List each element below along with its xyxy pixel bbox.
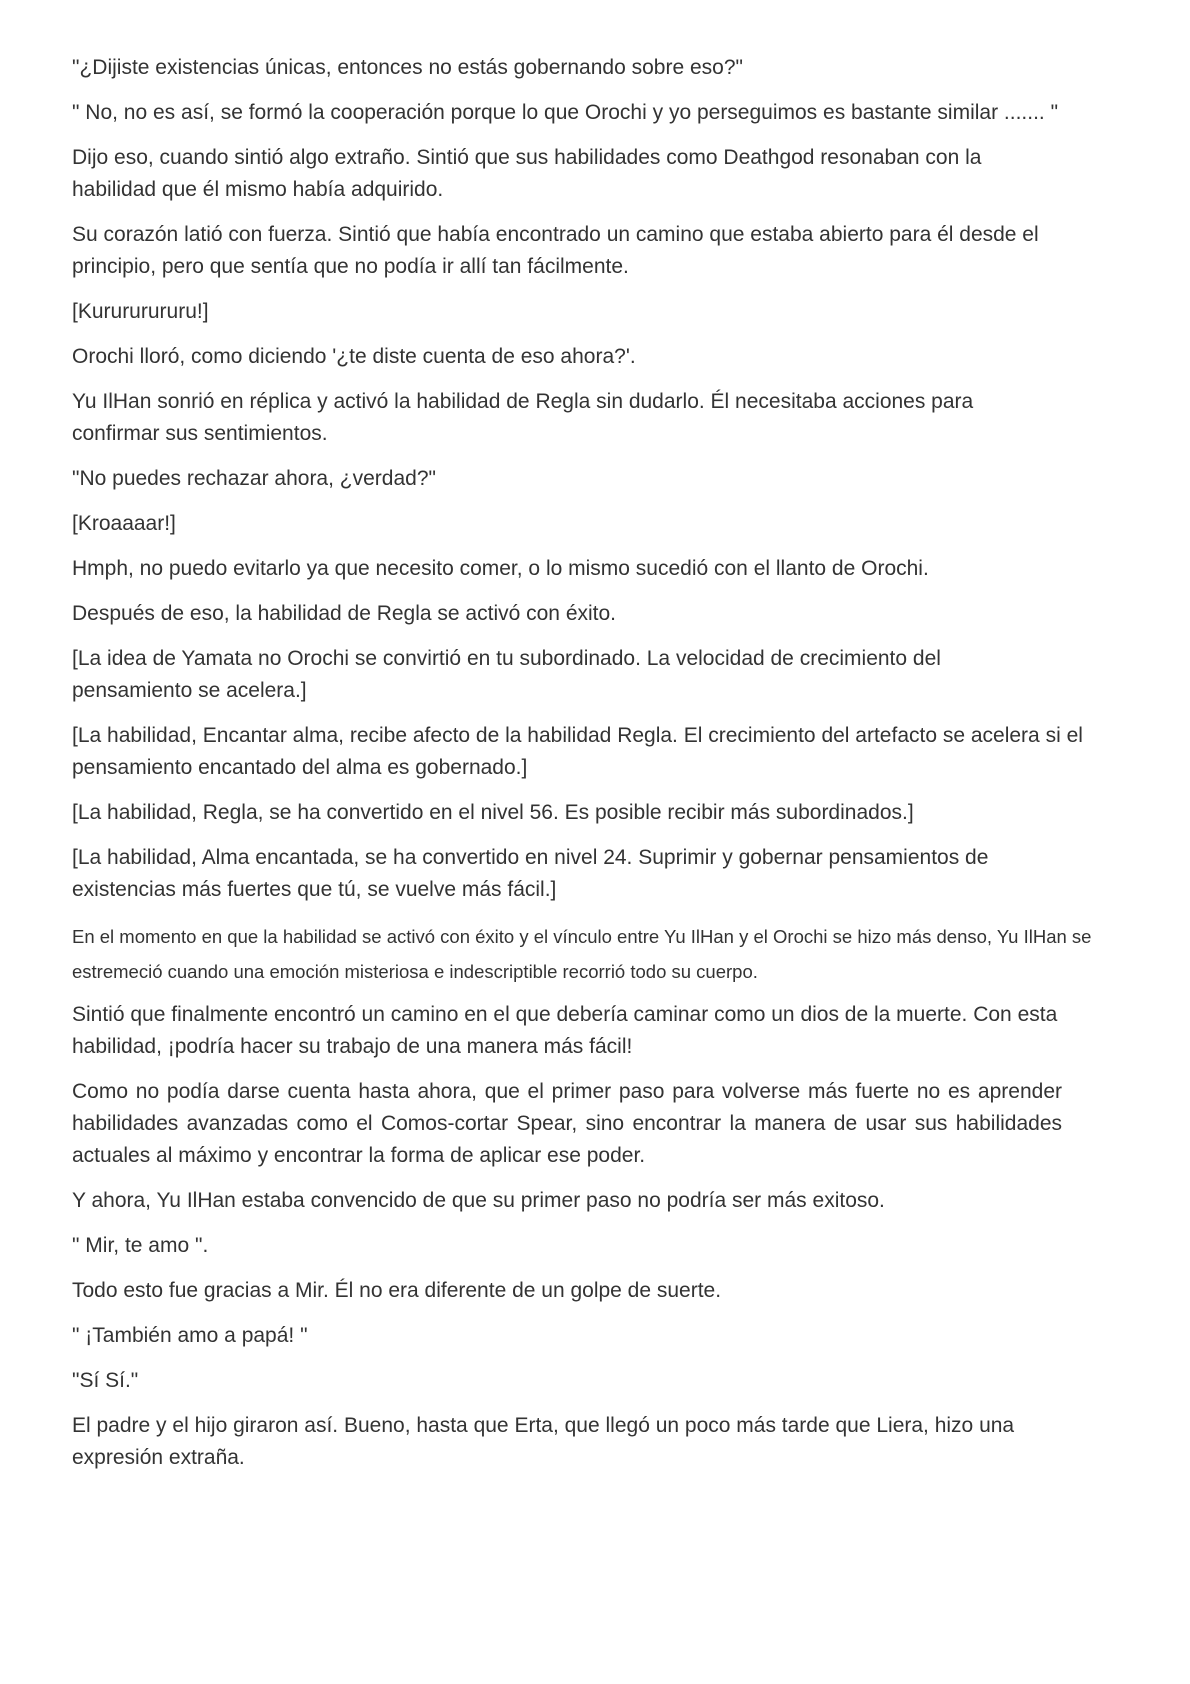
paragraph: " ¡También amo a papá! " <box>72 1324 308 1347</box>
paragraph: "Sí Sí." <box>72 1369 139 1392</box>
paragraph: Dijo eso, cuando sintió algo extraño. Sintió que sus habilidades como Deathgod resonaban con la habilidad que él mismo había adquirido. <box>72 146 982 201</box>
paragraph: Hmph, no puedo evitarlo ya que necesito comer, o lo mismo sucedió con el llanto de Orochi. <box>72 557 929 580</box>
paragraph: Su corazón latió con fuerza. Sintió que había encontrado un camino que estaba abierto para él desde el principio, pero que sentía que no podía ir allí tan fácilmente. <box>72 223 1039 278</box>
paragraph: El padre y el hijo giraron así. Bueno, hasta que Erta, que llegó un poco más tarde que Liera, hizo una expresión extraña. <box>72 1414 1015 1469</box>
paragraph: [La habilidad, Alma encantada, se ha convertido en nivel 24. Suprimir y gobernar pensamientos de existencias más fuertes que tú, se vuelve más fácil.] <box>72 846 989 901</box>
paragraph: Como no podía darse cuenta hasta ahora, que el primer paso para volverse más fuerte no es aprender habilidades avanzadas como el Comos-cortar Spear, sino encontrar la manera de usar sus habilidades actuales al máximo y encontrar la forma de aplicar ese poder. <box>72 1080 1062 1167</box>
paragraph: [La habilidad, Regla, se ha convertido en el nivel 56. Es posible recibir más subordinados.] <box>72 801 914 824</box>
paragraph: Y ahora, Yu IlHan estaba convencido de que su primer paso no podría ser más exitoso. <box>72 1189 885 1212</box>
paragraph: " No, no es así, se formó la cooperación porque lo que Orochi y yo perseguimos es bastante similar ....... " <box>72 101 1059 124</box>
paragraph: Orochi lloró, como diciendo '¿te diste cuenta de eso ahora?'. <box>72 345 636 368</box>
paragraph: Todo esto fue gracias a Mir. Él no era diferente de un golpe de suerte. <box>72 1279 722 1302</box>
paragraph: Sintió que finalmente encontró un camino en el que debería caminar como un dios de la muerte. Con esta habilidad, ¡podría hacer su trabajo de una manera más fácil! <box>72 1003 1058 1058</box>
paragraph: "¿Dijiste existencias únicas, entonces no estás gobernando sobre eso?" <box>72 56 743 79</box>
paragraph: " Mir, te amo ". <box>72 1234 209 1257</box>
paragraph: En el momento en que la habilidad se activó con éxito y el vínculo entre Yu IlHan y el Orochi se hizo más denso, Yu IlHan se estremeció cuando una emoción misteriosa e indescriptible recorrió todo su cuerpo. <box>72 926 1092 982</box>
paragraph: [Kroaaaar!] <box>72 512 176 535</box>
paragraph: Después de eso, la habilidad de Regla se activó con éxito. <box>72 602 617 625</box>
paragraph: [La idea de Yamata no Orochi se convirtió en tu subordinado. La velocidad de crecimiento del pensamiento se acelera.] <box>72 647 941 702</box>
paragraph: Yu IlHan sonrió en réplica y activó la habilidad de Regla sin dudarlo. Él necesitaba acciones para confirmar sus sentimientos. <box>72 390 974 445</box>
paragraph: [La habilidad, Encantar alma, recibe afecto de la habilidad Regla. El crecimiento del artefacto se acelera si el pensamiento encantado del alma es gobernado.] <box>72 724 1083 779</box>
paragraph: "No puedes rechazar ahora, ¿verdad?" <box>72 467 436 490</box>
document-page <box>72 52 1122 1487</box>
paragraph: [Kurururururu!] <box>72 300 209 323</box>
